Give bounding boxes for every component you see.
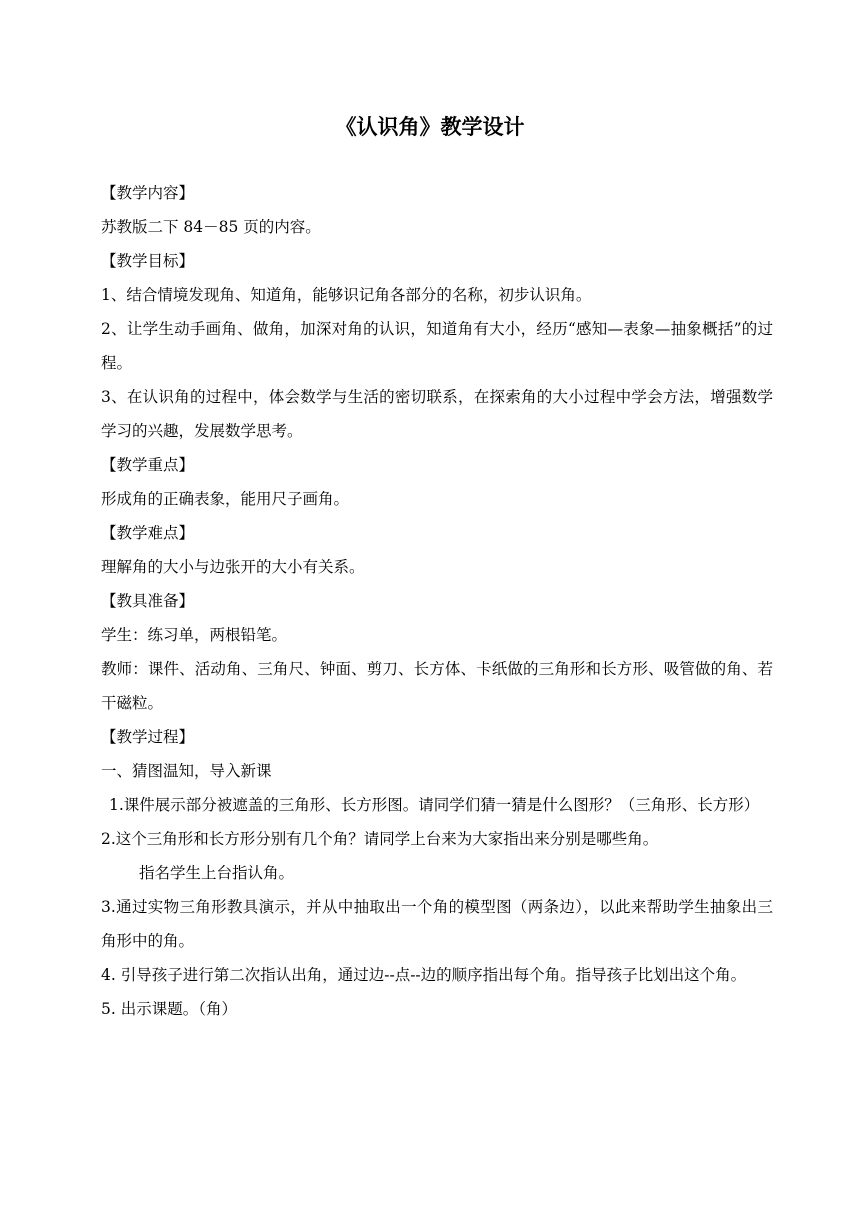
section-heading-goals: 【教学目标】 [101,252,195,270]
document-body [101,176,773,1026]
goal-1: 1、结合情境发现角、知道角，能够识记角各部分的名称，初步认识角。 [101,286,592,304]
section-heading-content: 【教学内容】 [101,184,195,202]
section-heading-tools: 【教具准备】 [101,592,195,610]
section-heading-difficulty: 【教学难点】 [101,524,195,542]
process-step-4: 4. 引导孩子进行第二次指认出角，通过边--点--边的顺序指出每个角。指导孩子比划出这个角。 [101,966,747,984]
difficulty-text: 理解角的大小与边张开的大小有关系。 [101,558,365,576]
section-heading-process: 【教学过程】 [101,728,195,746]
process-step-2-note: 指名学生上台指认角。 [139,864,295,882]
process-step-2: 2.这个三角形和长方形分别有几个角？请同学上台来为大家指出来分别是哪些角。 [101,830,659,848]
process-step-3: 3.通过实物三角形教具演示，并从中抽取出一个角的模型图（两条边），以此来帮助学生抽象出三角形中的角。 [101,898,773,950]
goal-2: 2、让学生动手画角、做角，加深对角的认识，知道角有大小，经历“感知—表象—抽象概括”的过程。 [101,320,773,372]
tools-teacher: 教师：课件、活动角、三角尺、钟面、剪刀、长方体、卡纸做的三角形和长方形、吸管做的角、若干磁粒。 [101,660,773,712]
content-text: 苏教版二下 84－85 页的内容。 [101,218,321,236]
document-title: 《认识角》教学设计 [335,115,525,139]
section-heading-key-point: 【教学重点】 [101,456,195,474]
goal-3: 3、在认识角的过程中，体会数学与生活的密切联系，在探索角的大小过程中学会方法，增强数学学习的兴趣，发展数学思考。 [101,388,773,440]
tools-students: 学生：练习单，两根铅笔。 [101,626,288,644]
key-point-text: 形成角的正确表象，能用尺子画角。 [101,490,350,508]
process-step-1: 1.课件展示部分被遮盖的三角形、长方形图。请同学们猜一猜是什么图形？（三角形、长方形） [109,796,760,814]
process-part-1: 一、猜图温知，导入新课 [101,762,272,780]
process-step-5: 5. 出示课题。（角） [101,1000,237,1018]
